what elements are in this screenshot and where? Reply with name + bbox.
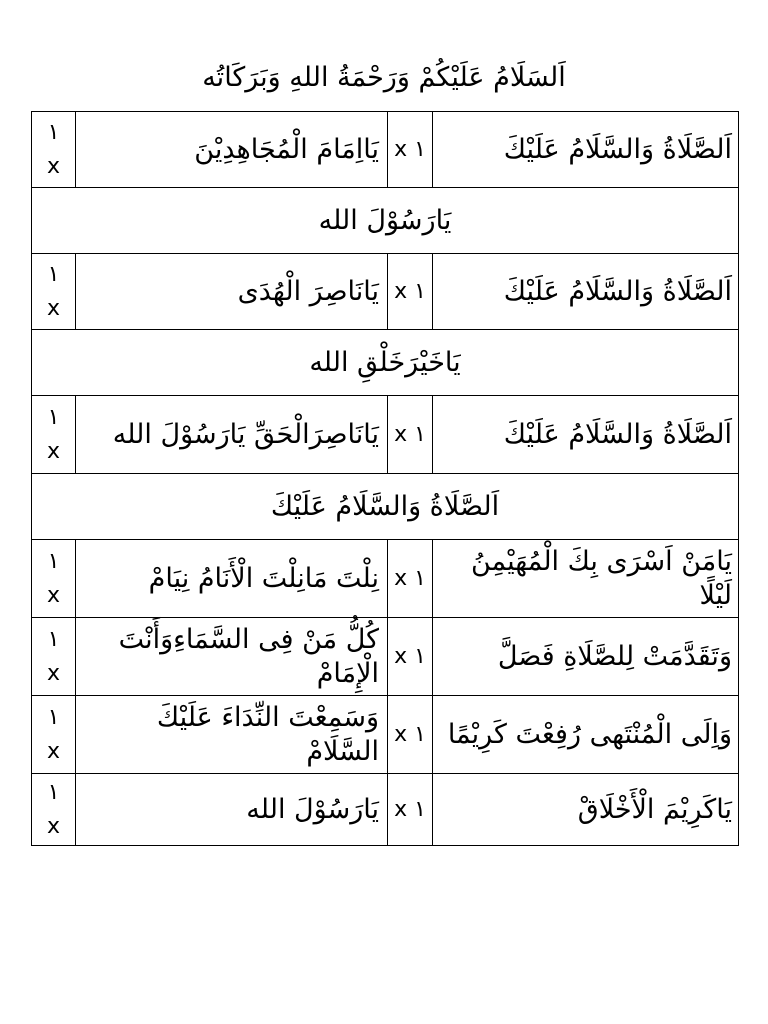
table-row — [32, 540, 739, 618]
repeat-marker: x ١ — [388, 254, 433, 330]
page-title: اَلسَلَامُ عَلَيْكُمْ وَرَحْمَةُ اللهِ وَبَرَكَاتُه — [202, 62, 566, 93]
repeat-count-cell — [32, 254, 76, 330]
repeat-marker: x ١ — [388, 696, 433, 774]
verse-second-part: وَسَمِعْتَ النِّدَاءَ عَلَيْكَ السَّلَامْ — [76, 696, 388, 774]
verse-first-part: اَلصَّلَاةُ وَالسَّلَامُ عَلَيْكَ — [433, 396, 739, 474]
repeat-count-digit: ١ — [47, 119, 60, 145]
table-row — [32, 330, 739, 396]
repeat-count-x: x — [46, 582, 61, 608]
repeat-count-x: x — [46, 660, 61, 686]
table-row — [32, 618, 739, 696]
table-row — [32, 696, 739, 774]
refrain-line: اَلصَّلَاةُ وَالسَّلَامُ عَلَيْكَ — [32, 474, 739, 540]
repeat-count-x: x — [46, 438, 61, 464]
repeat-count-digit: ١ — [47, 626, 60, 652]
repeat-count-cell — [32, 396, 76, 474]
verse-second-part: يَانَاصِرَ الْهُدَى — [76, 254, 388, 330]
salawat-table — [31, 111, 739, 846]
repeat-count-x: x — [46, 153, 61, 179]
repeat-marker: x ١ — [388, 774, 433, 846]
refrain-line: يَاخَيْرَخَلْقِ الله — [32, 330, 739, 396]
verse-first-part: اَلصَّلَاةُ وَالسَّلَامُ عَلَيْكَ — [433, 254, 739, 330]
verse-second-part: نِلْتَ مَانِلْتَ الْأَنَامُ نِيَامْ — [76, 540, 388, 618]
verse-first-part: وَاِلَى الْمُنْتَهى رُفِعْتَ كَرِيْمًا — [433, 696, 739, 774]
verse-second-part: يَانَاصِرَالْحَقِّ يَارَسُوْلَ الله — [76, 396, 388, 474]
repeat-count-digit: ١ — [47, 704, 60, 730]
verse-first-part: اَلصَّلَاةُ وَالسَّلَامُ عَلَيْكَ — [433, 112, 739, 188]
repeat-marker: x ١ — [388, 396, 433, 474]
verse-second-part: يَااِمَامَ الْمُجَاهِدِيْنَ — [76, 112, 388, 188]
table-row — [32, 474, 739, 540]
repeat-count-x: x — [46, 295, 61, 321]
table-row — [32, 396, 739, 474]
repeat-marker: x ١ — [388, 618, 433, 696]
verse-first-part: يَاكَرِيْمَ الْأَخْلَاقْ — [433, 774, 739, 846]
repeat-marker: x ١ — [388, 540, 433, 618]
verse-first-part: وَتَقَدَّمَتْ لِلصَّلَاةِ فَصَلَّ — [433, 618, 739, 696]
repeat-count-digit: ١ — [47, 779, 60, 805]
repeat-count-cell — [32, 696, 76, 774]
table-row — [32, 774, 739, 846]
verse-second-part: يَارَسُوْلَ الله — [76, 774, 388, 846]
repeat-count-digit: ١ — [47, 404, 60, 430]
repeat-count-digit: ١ — [47, 548, 60, 574]
repeat-count-x: x — [46, 813, 61, 839]
repeat-count-cell — [32, 540, 76, 618]
verse-second-part: كُلُّ مَنْ فِى السَّمَاءِوَأَنْتَ الْإِمَامْ — [76, 618, 388, 696]
repeat-count-x: x — [46, 738, 61, 764]
repeat-count-cell — [32, 618, 76, 696]
verse-first-part: يَامَنْ اَسْرَى بِكَ الْمُهَيْمِنُ لَيْلًا — [433, 540, 739, 618]
repeat-marker: x ١ — [388, 112, 433, 188]
repeat-count-cell — [32, 774, 76, 846]
table-row — [32, 112, 739, 188]
table-row — [32, 254, 739, 330]
table-row — [32, 188, 739, 254]
repeat-count-digit: ١ — [47, 261, 60, 287]
refrain-line: يَارَسُوْلَ الله — [32, 188, 739, 254]
repeat-count-cell — [32, 112, 76, 188]
